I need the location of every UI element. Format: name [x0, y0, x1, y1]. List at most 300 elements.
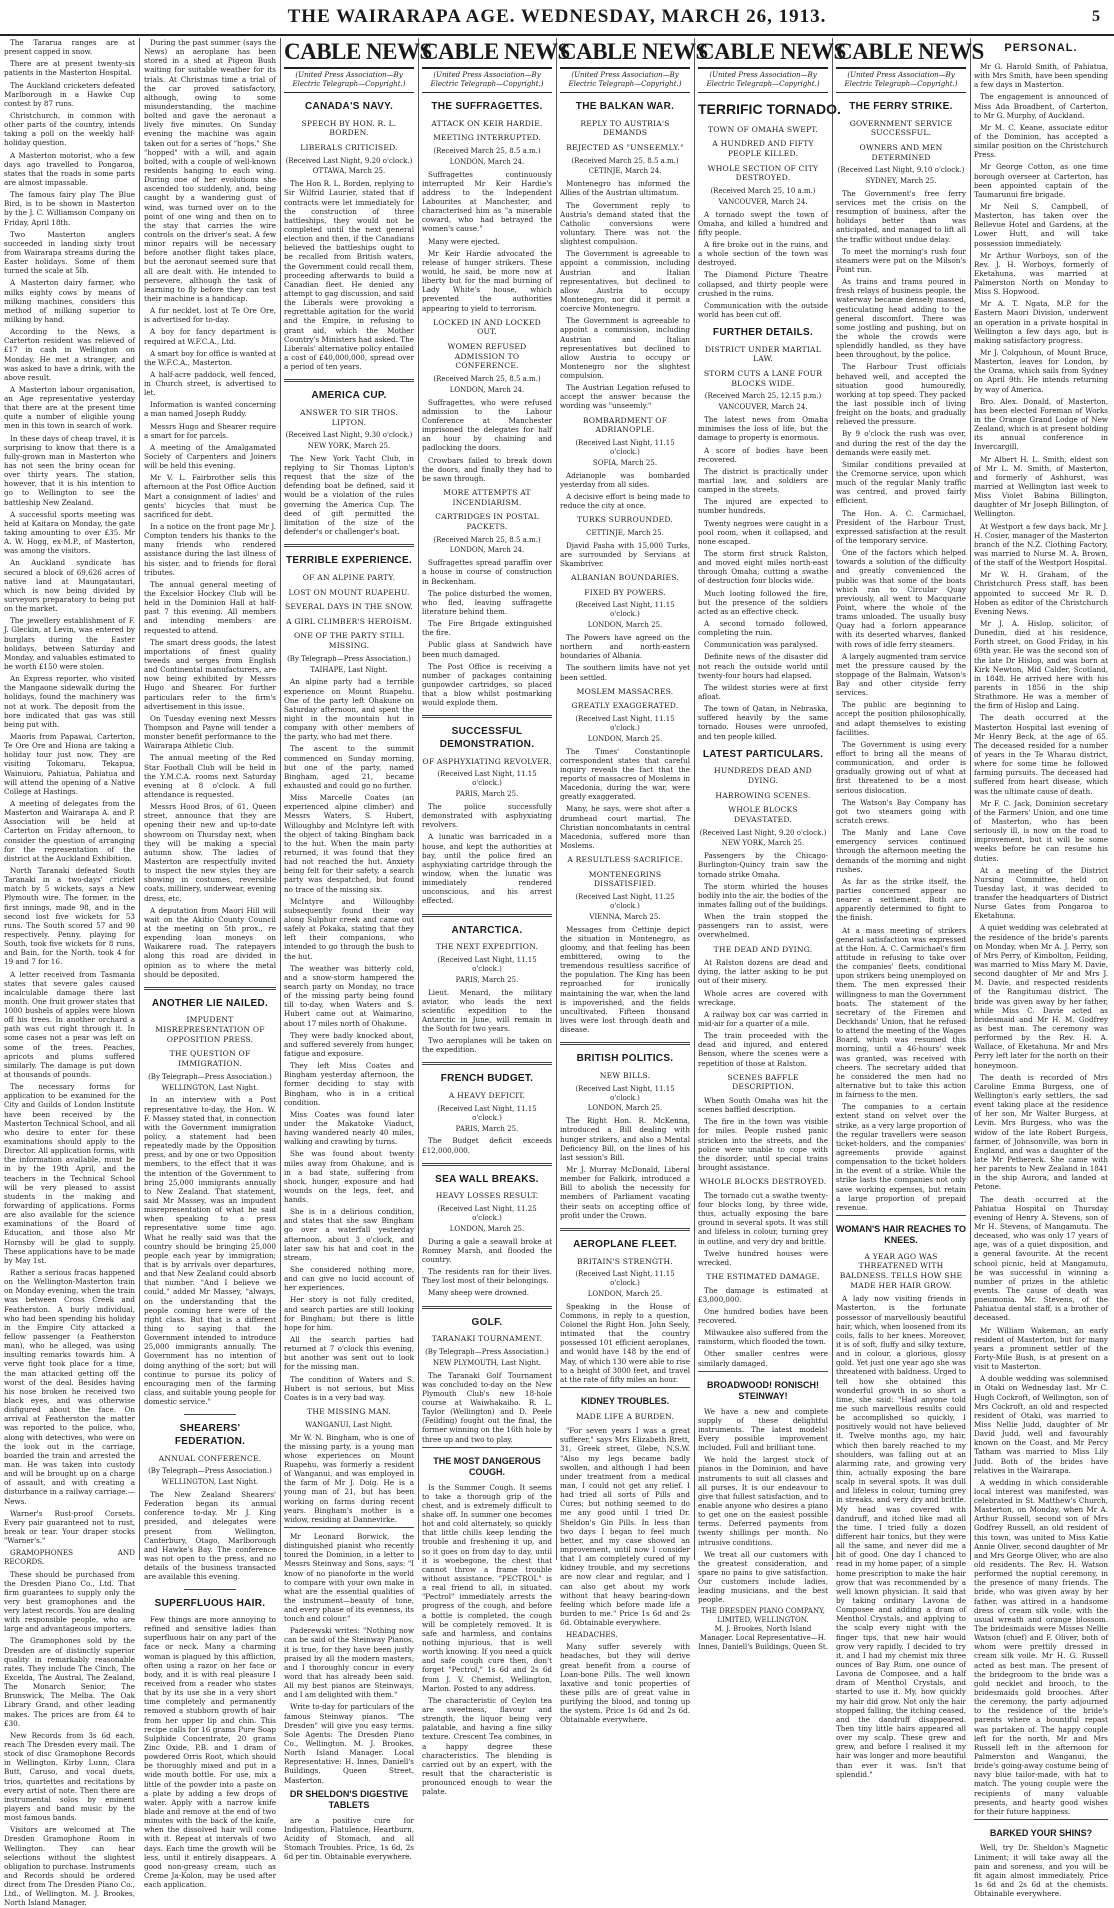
article-body [422, 398, 552, 483]
divider [560, 1042, 690, 1045]
local-notes-list [144, 38, 276, 979]
dateline: NEW YORK, March 25. [307, 442, 391, 451]
article-body [422, 988, 552, 1055]
subhead: WHOLE BLOCKS DESTROYED. [699, 1177, 827, 1187]
paragraph: A deputation from Maori Hill will wait on the Akitio County Council at the meeting on 5th prox., re expending loan moneys on Waikarere road. The ratepayers along this road are divided in opinion as to where the metal should be deposited. [144, 905, 276, 979]
paragraph: The Hon R. L. Borden, replying to Sir Wilfrid Laurier, stated that if contracts were let immediately for the construction of three battleships, they would not be completed until the next general election and then, if the Canadians believed the battleships ought to be recalled from British waters, the Government could recall them, proceeding afterwards to build a Canadian fleet. He denied any attempt to gag discussion, and said the Liberals were provoking a regrettable agitation for the world and the Empire, in refusing to grant aid, which the Mother Country's Ministers had asked. The Liberals' alternative policy entailed a cost of £40,000,000, spread over a period of ten years. [284, 179, 414, 372]
column-5 [560, 38, 708, 1725]
paragraph: One of the factors which helped towards a solution of the difficulty and greatly convenienced the public was that some of the boats which ran to Circular Quay previously, all went to Macquarie Point, where the whole of the trams unloaded. The usually busy Quay had a forlorn appearance with its deserted wharves, flanked with rows of idle ferry steamers. [836, 548, 966, 649]
advert-heading: THE MOST DANGEROUS COUGH. [433, 1455, 541, 1478]
paragraph: The fire in the town was visible for miles. People rushed panic stricken into the streets, and the police were unable to cope with the disorder, until special trains brought assistance. [698, 1117, 828, 1173]
paragraph: They were badly knocked about, and suffered severely from hunger, fatigue and exposure. [284, 1030, 414, 1058]
received-time: (Received March 25, 8.5 a.m.) [433, 374, 541, 383]
article-body [560, 179, 690, 410]
headline-antarctica: ANTARCTICA. [451, 924, 523, 936]
paragraph: Mr Arthur Worboys, son of the Rev. J. H. Worboys, formerly of Eketahuna, was married at Palmerston North on Monday to Miss S. Hopwood. [974, 250, 1108, 297]
divider [560, 1228, 690, 1231]
advert-subhead: MADE LIFE A BURDEN. [575, 1412, 675, 1422]
paragraph: In these days of cheap travel, it is surprising to know that there is a fully-grown man in Masterton who has not seen the briny ocean for over thirty years. The station, however, that it is his intention to go to Wellington to see the battleship New Zealand. [4, 433, 135, 507]
dateline: NEW PLYMOUTH, Last Night. [432, 1358, 542, 1367]
paragraph: A decisive effort is being made to reduce the city at once. [560, 491, 690, 510]
subhead: HARROWING SCENES. [715, 790, 811, 800]
column-rule [418, 38, 419, 1560]
divider [284, 379, 414, 382]
paragraph: The damage is estimated at £3,000,000. [698, 1285, 828, 1304]
subhead: ANNUAL CONFERENCE. [158, 1453, 262, 1463]
paragraph: The death occurred at the Pahiatua Hospital on Thursday evening of Henry A. Stevens, son of Mr H. Stevens, of Mangamutu. The deceased, who was only 17 years of age, was of a quiet disposition, and a general favourite. At the recent school picnic, held at Mangamutu, he was successful in winning a number of prizes in the athletic events. The cause of death was pneumonia. Mr. Stevens, of the Pahiatua dental staff, is a brother of deceased. [974, 1194, 1108, 1323]
column-8 [974, 38, 1108, 1899]
paragraph: The New York Yacht Club, in replying to Sir Thomas Lipton's request that the size of the defending boat be defined, said it would be a violation of the rules governing the America Cup. The deed of gift permitted the limitation of the size of the defender's or challenger's boat. [284, 453, 414, 537]
subhead: MOSLEM MASSACRES. [576, 686, 674, 696]
dateline: NEW YORK, March 25. [721, 839, 805, 848]
paragraph: The annual general meeting of the Excelsior Hockey Club will be held in the Dominion Hall at half-past 7 this evening. All members and intending members are requested to attend. [144, 579, 276, 635]
paragraph: Many sheep were drowned. [428, 1288, 529, 1298]
paragraph: On Tuesday evening next Messrs Thompson and Payne will tender a monster benefit performance to the Wairarapa Athletic Club. [144, 713, 276, 751]
divider [184, 1414, 237, 1415]
subhead: BRITAIN'S STRENGTH. [577, 1256, 673, 1266]
paragraph: The Times' Constantinople correspondent states that careful inquiry reveals the fact that the reports of massacres of Moslems in Macedonia, during the war, were greatly exaggerated. [560, 746, 690, 802]
piano-advert [698, 1371, 828, 1652]
paragraph: The police successfully demonstrated with asphyxiating revolvers. [422, 802, 552, 830]
subhead: LOST ON MOUNT RUAPEHU. [288, 587, 410, 597]
subhead: HUNDREDS DEAD AND DYING. [714, 766, 812, 785]
paragraph: One hundred bodies have been recovered. [698, 1306, 828, 1325]
paragraph: Messrs Hugo and Shearer require a smart for for parcels. [144, 421, 276, 440]
cable-news-credit: (United Press Association—By Electric Telegraph—Copyright.) [836, 71, 966, 93]
paragraph: The residents ran for their lives. They lost most of their belongings. [422, 1267, 552, 1286]
paragraph: She considered nothing more, and can give no lucid account of her experiences. [284, 1265, 414, 1293]
subhead: NEW BILLS. [599, 1071, 651, 1081]
dateline: PARIS, March 25. [455, 1124, 519, 1133]
subhead: MEETING INTERRUPTED. [432, 133, 542, 143]
cough-advert [422, 1447, 552, 1797]
paragraph: Mr G. Harold Smith, of Pahiatua, with Mrs Smith, have been spending a few days in Masterton. [974, 61, 1108, 90]
subhead: IMPUDENT MISREPRESENTATION OF OPPOSITION PRESS. [155, 1015, 265, 1044]
article-body [284, 454, 414, 536]
paragraph: Write to-day for particulars of the famous Steinway pianos. "The Dresden" will give you easy terms. Sole Agents: The Dresden Piano Co., Wellington. M. J. Brookes, North Island Manager. Local Representative: H. Innes, Daniell's Buildings, Queen Street, Masterton. [284, 1702, 414, 1785]
dateline: LONDON, March 25. [587, 621, 663, 630]
dateline: LONDON, March 25. [587, 734, 663, 743]
paragraph: A fire broke out in the ruins, and a whole section of the town was destroyed. [698, 240, 828, 268]
cable-news-heading: CABLE NEWS [422, 38, 552, 69]
received-time: (Received March 25, 8.5 a.m.) [433, 146, 541, 155]
received-time: (Received Last Night, 9.20 o'clock.) [699, 828, 827, 837]
article-body [560, 1302, 690, 1384]
paragraph: A double wedding was solemnised in Otaki on Wednesday last. Mr C. Hugh Cockroft, of Wellington, son of Mrs Cockroft, an old and respected resident of Otaki, was married to Miss Nellie Judd, daughter of Mr David Judd, well and favourably known on the Coast, and Mr Percy Tatham was married to Miss Lily Judd. Both of the brides have relatives in the Wairarapa. [974, 1374, 1108, 1475]
paragraph: We have a new and complete supply of these delightful instruments. The latest models! Every possible improvement included. Full and brilliant tone. [698, 1406, 828, 1453]
paragraph: Suffragettes continuously interrupted Mr Keir Hardie's address to the Independent Labourites at Manchester, and characterised him as "a miserable coward, who had betrayed the women's cause." [422, 169, 552, 234]
paragraph: The condition of Waters and S. Hubert is not serious, but Miss Coates is in a very bad way. [284, 1374, 414, 1402]
paragraph: Miss Coates was found later under the Makatoke Viaduct, having wandered nearly 40 miles, walking and crawling by turns. [284, 1109, 414, 1147]
subhead: THE DEAD AND DYING. [713, 944, 813, 954]
paragraph: A tornado swept the town of Omaha, and killed a hundred and fifty people. [698, 209, 828, 237]
paragraph: Djavid Pasha with 15,000 Turks, are surrounded by Servians at Skambriver. [560, 540, 690, 568]
paragraph: The engagement is announced of Miss Ada Broadbent, of Carterton, to Mr G. Murphy, of Auckland. [974, 92, 1108, 120]
paragraph: Paderewski writes: "Nothing now can be said of the Steinway Pianos, it is true, for they have been justly praised by all the modern masters, and I thoroughly concur in every word that has already been said. All my best pianos are Steinways, and I am delighted with them." [284, 1626, 414, 1700]
column-rule [832, 38, 833, 1560]
dateline: VANCOUVER, March 24. [718, 403, 808, 412]
paragraph: A Masterton motorist, who a few days ago travelled to Pongaroa, states that the roads in some parts are almost impassable. [4, 150, 135, 187]
cable-news-heading: CABLE NEWS [284, 38, 414, 69]
subhead: SCENES BAFFLE DESCRIPTION. [727, 1072, 799, 1092]
paragraph: Mr J. A. Hislop, solicitor, of Dunedin, died at his residence, Forth street, on Good Friday, in his 69th year. He was the second son of the late Dr Hislop, and was born at Kirk Newton, Mid Calder, Scotland, in 1848. He arrived here with his parents in 1856 in the ship Strathmore. He was a member of the firm of Hislop and Laing. [974, 618, 1108, 711]
paragraph: During a gale a seawall broke at Romney Marsh, and flooded the country. [422, 1236, 552, 1264]
article-body [284, 677, 414, 1402]
article-body [144, 1095, 276, 1406]
subhead: REPLY TO AUSTRIA'S DEMANDS [580, 118, 670, 138]
dateline: LONDON, March 24. [449, 157, 525, 166]
paragraph: Crowbars failed to break down the doors, and finally they had to be sawn through. [422, 455, 552, 483]
paragraph: Public glass at Sandwich have been much damaged. [422, 640, 552, 659]
paragraph: Other smaller centres were similarly damaged. [698, 1349, 828, 1368]
paragraph: Rather a serious fracas happened on the Wellington-Masterton train on Monday evening, when the train was between Cross Creek and Featherston. A burly individual, who had been spending his holiday in the Empire City attacked a fellow passenger (a Featherston man), who he alleged, was using insulting remarks towards him. A verve fight took place for a time, the man attacked getting off the worst of the deal. Besides having his nose broken he received two black eyes, and was otherwise disfigured about the face. On arrival at Featherston the matter was reported to the police, who, along with detectives, who were on the look out in the carriage, boarded the train and arrested the man. He was taken into custody and will be brought up on a charge of assault, and with creating a disturbance in a railway carriage.—News. [4, 1268, 135, 1506]
paragraph: The Government is using every effort to bring all the means of communication, and order is gradually growing out of what at first threatened to be a most serious dislocation. [836, 739, 966, 795]
paragraph: The death is recorded of Mrs Caroline Emma Burgess, one of Wellington's early settlers, the sad event taking place at the residence of her son, Mr Walter Burgess, at Levin. Mrs Burgess, who was the widow of the late Robert Burgess, farmer, of Johnsonville, was born in England, and was a daughter of the late Mr Pethereck. She came with her parents to New Zealand in 1841 in the ship Aurora, and landed at Petone. [974, 1072, 1108, 1192]
paragraph: The smart dress goods, the latest importations of finest quality tweeds and serges from English and Continental manufacturers, are now being exhibited by Messrs Hugo and Shearer. For further particulars refer to the firm's advertisement in this issue. [144, 637, 276, 711]
received-time: (Received March 25, 12.15 p.m.) [704, 392, 822, 401]
page-number: 5 [1092, 8, 1100, 25]
article-body [698, 958, 828, 1068]
paragraph: The death occurred at the Masterton Hospital last evening of Mr Henry Beck, at the age of 65. The deceased resided for a number of years in the Te Wharau district, where for some time he followed farming pursuits. The deceased had suffered from heart disease, which was the ultimate cause of death. [974, 713, 1108, 796]
paragraph: The Budget deficit exceeds £12,000,000. [422, 1136, 552, 1155]
paragraph: Mr V. L. Fairbrother sells this afternoon at the Post Office Auction Mart a consignment of ladies' and gents' bicycles that must be sacrificed for debt. [144, 473, 276, 519]
advert-signature: THE DRESDEN PIANO COMPANY, LIMITED, WELLINGTON. [700, 1607, 826, 1625]
paragraph: Maoris from Papawai, Carterton, Te Ore Ore and Hiona are taking a holiday tour just now. They are visiting Tokomaru, Tekapua, Wainuioru, Pahiatua, Pahiatua and will attend the opening of a Native College at Hastings. [4, 731, 135, 796]
headline-aeroplane-fleet: AEROPLANE FLEET. [573, 1238, 677, 1250]
column-rule [556, 38, 557, 1560]
paragraph: During the past summer (says the News) an aeroplane has been stored in a shed at Pigeon Bush waiting for suitable weather for its trials. At Christmas time a trial of the car proved satisfactory, although, owing to some misunderstanding, the machine bolted and gave the aeronaut a lively five minutes. On Sunday evening the machine was again taken out for a series of "hops." She "hopped" with a will, and again bolted, with a couple of well-known residents hanging to each wing. During one of her evolutions she ascended too suddenly, and, being caught by a wandering gust of wind, was turned over on to the point of one wing and then on to the stay that carries the wire controls on the driver's seat. A few minor repairs will be necessary before another flight takes place, but the aeronaut seemed sure that all are dealt with. He intended to persevere, although the task of learning to fly before they can test their machine is a handicap. [144, 38, 276, 303]
paragraph: We hold the largest stock of pianos in the Dominion, and have instruments to suit all classes and all purses. It is our endeavour to give that fullest satisfaction, and to enable anyone who desires a piano to get one on the easiest possible terms. Deferred payments from twenty shillings per month. No intrusive conditions. [698, 1455, 828, 1547]
subhead: TOWN OF OMAHA SWEPT. [707, 124, 819, 134]
received-time: (Received Last Night, 11.15 o'clock.) [575, 1270, 675, 1288]
paragraph: The Powers have agreed on the northern and north-eastern boundaries of Albania. [560, 632, 690, 661]
personal-notes-list [974, 62, 1108, 1816]
article-body [422, 558, 552, 707]
cable-news-credit: (United Press Association—By Electric Telegraph—Copyright.) [284, 71, 414, 93]
paragraph: Mr Keir Hardie advocated the release of hunger strikers. These would, he said, be more now at liberty but for the mad burning of Lady White's house, which prevented the authorities appearing to yield to terrorism. [422, 248, 552, 313]
subhead: BOMBARDMENT OF ADRIANOPLE. [582, 415, 668, 435]
paragraph: are a positive cure for Indigestion, Flatulence, Heartburn, Acidity of Stomach, and all Stomach Troubles. Price, 1s 6d, 2s 6d per tin. Obtainable everywhere. [284, 1815, 414, 1862]
paragraph: A second tornado followed, completing the ruin. [698, 618, 828, 638]
dateline: OTTAWA, March 25. [312, 167, 386, 176]
received-time: (Received March 25, 8.5 a.m.) [433, 535, 541, 544]
paragraph: The latest news from Omaha minimises the loss of life, but the damage to property is enormous. [698, 415, 828, 443]
paragraph: Whole acres are covered with wreckage. [698, 988, 828, 1007]
paragraph: The jewellery establishment of F. J. Gleckin, at Levin, was entered by burglars during the Easter holidays, between Saturday and Monday, and valuables estimated to be worth £150 were stolen. [4, 616, 135, 671]
dateline: TAIHAPE, Last Night. [310, 665, 388, 674]
subhead: WOMEN REFUSED ADMISSION TO CONFERENCE. [447, 342, 527, 371]
paragraph: To meet the morning's rush four steamers were put on the Milson's Point run. [836, 246, 966, 275]
article-body [422, 170, 552, 313]
paragraph: Twenty negroes were caught in a pool room, when it collapsed, and none escaped. [698, 518, 828, 546]
subhead: GREATLY EXAGGERATED. [571, 701, 679, 711]
article-body [422, 802, 552, 906]
subhead: ANSWER TO SIR THOS. LIPTON. [300, 407, 398, 427]
paragraph: The train proceeded with the dead and injured, and entered Benson, where the scenes were a repetition of those at Ralston. [698, 1031, 828, 1068]
paragraph: A Masterton labour organisation, an Age representative yesterday that there are at the present time quite a number of eligible young men in this town in search of work. [4, 384, 135, 431]
subhead: THE QUESTION OF IMMIGRATION. [169, 1049, 251, 1069]
paragraph: Messrs Hood Bros, of 61, Queen street, announce that they are opening their new and up-to-date showroom on Thursday next, when they will be making a special autumn show. The ladies of Masterton are respectfully invited to inspect the new styles they are showing in costumes, reversible coats, millinery, underwear, evening dress, etc. [144, 802, 276, 903]
paragraph: The police disturbed the women, who fled, leaving suffragette literature behind them. [422, 588, 552, 616]
paragraph: Suffragettes spread paraffin over a house in course of construction in Beckenham. [422, 558, 552, 586]
column-2 [144, 38, 276, 1890]
subhead: WHOLE SECTION OF CITY DESTROYED. [707, 163, 819, 183]
paragraph: Mr George Cotton, as one time borough overseer at Carterton, has been appointed captain of the Taumarunui fire brigade. [974, 162, 1108, 199]
subhead: THE ESTIMATED DAMAGE. [706, 1271, 820, 1281]
subhead: OF AN ALPINE PARTY. [302, 572, 396, 582]
column-rule [139, 38, 140, 1560]
paragraph: The Government reply to Austria's demand stated that the Catholic conversions were voluntary. There was not the slightest compulsion. [560, 200, 690, 247]
paragraph: We treat all our customers with the greatest consideration, and spare no pains to give satisfaction. Our customers include ladies, leading musicians, and the best people. [698, 1549, 828, 1605]
paragraph: A letter received from Tasmania states that severe gales caused incalculable damage there last month. One fruit grower states that 1000 bushels of apples were blown off his trees. In another orchard a path was cut right through it. In some cases not a pear was left on some of the trees. Peaches, apricots and plums suffered similarly. The damage is put down at thousands of pounds. [4, 969, 135, 1080]
paragraph: Two Masterton anglers succeeded in landing sixty trout from Wairarapa streams during the Easter holidays. Some of them turned the scale at 5lb. [4, 229, 135, 276]
subhead: THE NEXT EXPEDITION. [435, 942, 539, 952]
paragraph: The characteristic of Ceylon tea are sweetness, flavour and strength, the liquor being very palatable, and having a fine silky texture. Crescent Tea combines, in a happy degree these characteristics. The blending is carried out by an expert, with the result that the characteristic is pronounced enough to wear the palate. [422, 1695, 552, 1797]
paragraph: As trains and trams poured in fresh relays of business people, the waterway became densely massed, gesticulating head adding to the general discomfort. There was some jostling and pushing, but on the whole the crowds were splendidly handled, as they have been throughout, by the police. [836, 277, 966, 360]
divider [284, 544, 414, 547]
article-body [560, 633, 690, 682]
paragraph: Christchurch, in common with other parts of the country, intends taking a poll on the weekly half-holiday question. [4, 110, 135, 148]
subhead: REJECTED AS "UNSEEMLY." [566, 142, 684, 152]
received-time: (Received Last Night, 9.10 o'clock.) [837, 166, 965, 175]
dateline: CETTINJE, March 25. [586, 528, 664, 537]
subhead: MORE ATTEMPTS AT INCENDIARISM. [443, 487, 531, 507]
paragraph: The Government's free ferry services met the crisis on the resumption of business, after the holidays better than was anticipated, and managed to lift all the traffic without undue delay. [836, 188, 966, 244]
subhead: CARTRIDGES IN POSTAL PACKETS. [435, 512, 539, 531]
paragraph: Adrianople was bombarded yesterday from all sides. [560, 470, 690, 489]
paragraph: A smart boy for office is wanted at the W.F.C.A., Masterton. [144, 348, 276, 367]
paragraph: The companies to a certain extent stand on velvet over the strike, as a very large proportion of the regular travellers were season ticket-holders, and the companies' agreements provide against compensation to the ticket holders in the event of a strike. While the strike lasts the companies not only save working expenses, but retain a large proportion of prepaid revenue. [836, 1102, 966, 1212]
advert-subhead: A YEAR AGO WAS THREATENED WITH BALDNESS. TELLS HOW SHE MADE HER HAIR GROW. [839, 1251, 963, 1290]
paragraph: A half-acre paddock, well fenced, in Church street, is advertised to let. [144, 369, 276, 398]
subhead: A HEAVY DEFICIT. [448, 1091, 526, 1101]
paragraph: A quiet wedding was celebrated at the residence of the bride's parents on Monday, when Mr A. J. Perry, son of Mrs Perry, of Kimbolton, Feilding, was married to Miss Mary M. Davie, second daughter of Mr and Mrs J. M. Davie, and respected residents of the Rangitumau district. The bride was given away by her father, while Miss C. Davie acted as bridesmaid and Mr H. M. Godfrey as best man. The ceremony was performed by the Rev. H. A. Wallace, of Eketahuna. Mr and Mrs Perry left later for the north on their honeymoon. [974, 923, 1108, 1070]
divider [422, 1306, 552, 1309]
paragraph: At a meeting of the District Nursing Committee, held on Tuesday last, it was decided to transfer the headquarters of District Nurse Gates from Pongaroa to Eketahuna. [974, 865, 1108, 921]
subhead: A HUNDRED AND FIFTY PEOPLE KILLED. [712, 139, 814, 158]
paragraph: These should be purchased from the Dresden Piano Co., Ltd. That firm guarantees to supply only the very best gramophones and the very latest records. You are dealing with responsible people, who are large and advantageous importers. [4, 1569, 135, 1634]
cable-news-heading: CABLE NEWS [836, 38, 966, 69]
headline-suffragettes: THE SUFFRAGETTES. [431, 100, 543, 112]
tablets-advert-heading: DR SHELDON'S DIGESTIVE TABLETS [289, 1788, 409, 1811]
divider [422, 914, 552, 917]
received-time: (Received Last Night, 9.30 o'clock.) [285, 431, 413, 440]
paragraph: The Auckland cricketers defeated Marlborough in a Hawke Cup contest by 87 runs. [4, 80, 135, 108]
cable-news-credit: (United Press Association—By Electric Telegraph—Copyright.) [698, 71, 828, 93]
cable-news-credit: (United Press Association—By Electric Telegraph—Copyright.) [422, 71, 552, 93]
received-time: (Received Last Night, 11.25 o'clock.) [437, 1205, 537, 1222]
paragraph: The town of Qatan, in Nebraska, suffered heavily by the same tornado. Houses were unroofed, and ten people killed. [698, 704, 828, 741]
paragraph: The public are beginning to accept the position philosophically, and adapt themselves to existing facilities. [836, 700, 966, 737]
paragraph: Her story is not fully credited, and search parties are still looking for Bingham; but there is little hope for him. [284, 1295, 414, 1332]
column-1 [4, 38, 135, 1908]
dateline: LONDON, March 24. [449, 385, 525, 394]
paragraph: Messages from Cettinje depict the situation in Montenegro, as gloomy, and that feeling has been embittered, owing to the tremendous resultless sacrifice of the population. The King has been reproached for ironically maintaining the war, when the land is impoverished, and the fields uncultivated. Fifteen thousand lives were lost through death and disease. [560, 924, 690, 1035]
subhead: MONTENEGRINS DISSATISFIED. [588, 869, 662, 889]
divider [422, 1062, 552, 1065]
subhead: TARANAKI TOURNAMENT. [431, 1334, 543, 1344]
received-time: (Received March 25, 10 a.m.) [710, 186, 816, 195]
subhead: WHOLE BLOCKS DEVASTATED. [728, 805, 798, 824]
received-time: (Received Last Night, 11.15 o'clock.) [437, 1104, 537, 1122]
headline-british-politics: BRITISH POLITICS. [576, 1053, 674, 1065]
received-time: (Received Last Night, 9.20 o'clock.) [285, 156, 413, 165]
dateline: LONDON, March 25. [449, 1224, 525, 1233]
paragraph: New Records from 3s 6d each, reach The Dresden every mail. The stock of disc Gramophone Records in Wellington. Kirby Lunn, Clara Butt, Caruso, and vocal duets, trios, quartettes and recitations by every artist of note. Then there are instrumental solos by eminent players and band music by the most famous bands. [4, 1730, 135, 1823]
dateline: VANCOUVER, March 24. [718, 197, 808, 206]
paragraph: An Auckland syndicate has secured a block of 69,626 acres of native land at Maungatautari, which is now being divided by surveyors preparatory to being put on the market. [4, 558, 135, 614]
paragraph: The Post Office is receiving a number of packages containing gunpowder cartridges, so placed that a blow whilst postmarking would explode them. [422, 661, 552, 708]
advert-body [422, 1483, 552, 1797]
paragraph: The famous fairy play The Blue Bird, is to be shown in Masterton by the J. C. Williamson Company on Friday, April 18th. [4, 190, 135, 227]
paragraph: GRAMOPHONES AND RECORDS. [4, 1548, 135, 1567]
paragraph: Information is wanted concerning a man named Joseph Ruddy. [144, 400, 276, 419]
subhead: SPEECH BY HON. R. L. BORDEN. [301, 118, 397, 138]
subhead: A GIRL CLIMBER'S HEROISM. [286, 616, 412, 626]
paragraph: Mr F. C. Jack, Dominion secretary of the Farmers' Union, and one time of Masterton, who has been seriously ill, is now on the road to improvement, but it will be some weeks before he can resume his duties. [974, 798, 1108, 863]
advert-signature: M. J. Brookes, North Island Manager. Local Representative—H. Innes, Daniell's Buildings, Queen St. [698, 1625, 828, 1651]
headline-superfluous-hair: SUPERFLUOUS HAIR. [154, 1598, 266, 1610]
kidney-advert [560, 1387, 690, 1725]
byline: (By Telegraph—Press Association.) [425, 1347, 549, 1356]
paragraph: The wildest stories were at first afloat. [698, 682, 828, 701]
column-6 [698, 38, 846, 1651]
paragraph: The Right Hon. R. McKenna, introduced a Bill dealing with hunger strikers, and also a Mental Deficiency Bill, on the lines of his last session's Bill. [560, 1116, 690, 1162]
article-body [422, 1371, 552, 1444]
paragraph: A meeting of delegates from the Masterton and Wairarapa A. and P. Association will be held at Carterton on Friday afternoon, to consider the question of arranging for the representation of the district at the Auckland Exhibition. [4, 798, 135, 863]
paragraph: The Gramophones sold by the Dresden are of distinctly superior quality in remarkably reasonable rates. They include The Cinch, The Excelda, The Austral, The Zealand, The Monarch Senior, The Brunswick, The Melba. The Oak Library Grand, and other leading makes. The prices are from £4 to £30. [4, 1636, 135, 1728]
paragraph: A railway box car was carried in mid-air for a quarter of a mile. [698, 1009, 828, 1029]
dateline: PARIS, March 25. [455, 975, 519, 984]
headline-lie-nailed: ANOTHER LIE NAILED. [151, 997, 269, 1009]
paragraph: Montenegro has informed the Allies of the Austrian ultimatum. [560, 179, 690, 198]
cable-news-heading: CABLE NEWS [560, 38, 690, 69]
paragraph: An Express reporter, who visited the Mangaone sidewalk during the holidays, found the machinery was not at work. The deposit from the bore indicated that gas was still being put with. [4, 674, 135, 729]
paragraph: A lady now visiting friends in Masterton, is the fortunate possessor of marvellously beautiful hair, which, when loosened from its coils, falls to her knees. Moreover, it is of soft, fluffy and silky texture, and in colour, a glorious, glossy gold. Yet just one year ago she was threatened with baldness. Urged to tell how she obtained this wonderful growth in so short a time, she said: "Had anyone told me such marvellous results could be accomplished so quickly, I positively would not have believed it. Twelve months ago, my hair, which then barely reached to my shoulders, was falling out at an alarming rate, and growing very thin, actually exposing the bare scalp in several spots. It was dull and lifeless in colour, turning grey in streaks, and very dry and brittle. My head was covered with dandruff, and itched like mad all the time. I tried fully a dozen different hair tonics, but they were all the same, and never did me a bit of good. One day I chanced to read in my home paper, of a simple home prescription to make the hair grow that was recommended by a well known physician. It said that by taking ordinary Lavona de Composee and adding a dram of Menthol Crystals, and applying to the scalp every night with the finger tips, that new hair would grow very rapidly. I decided to try it, and I had my chemist mix three ounces of Bay Rum, one ounce of Lavona de Composee, and a half dram of Menthol Crystals, and started to use it. My, how quickly my hair did grow. Not only the hair stopped falling, the itching ceased, and the dandruff disappeared. Then tiny little hairs appeared all over my scalp. These grew and grew, and before I realised it my hair was longer and more beautiful than ever it was. Isn't that splendid." [836, 1294, 966, 1779]
headline-sea-wall: SEA WALL BREAKS. [435, 1173, 539, 1185]
received-time: (Received Last Night, 11.15 o'clock.) [575, 1084, 675, 1102]
paragraph: At a mass meeting of strikers general satisfaction was expressed at the Hon. A. C. Carmichael's firm attitude in refusing to take over the companies' fleets, conditional upon strikers being unemployed on them. The men expressed their willingness to man the Government boats. The statement of the secretary of the Firemen and Deckhands' Union, that he refused to attend the meeting of the Wages Board, which was resumed this morning, until a 46-hours' week was granted, was received with cheers. The secretary added that he considered the men had no alternative but to take this action in fairness to the men. [836, 925, 966, 1100]
paragraph: Definite news of the disaster did not reach the outside world until twenty-four hours had elapsed. [698, 652, 828, 680]
paragraph: Communication was paralysed. [704, 640, 818, 650]
paragraph: The Fire Brigade extinguished the fire. [422, 619, 552, 638]
paragraph: Mr Leonard Borwick, the distinguished pianist who recently toured the Dominion, in a letter to Messrs Steinway and Sons, says: "I know of no pianoforte in the world to compare with your own make in what are the essential qualities of the instrument—beauty of tone, and every phase of its evenness, its touch and colour." [284, 1531, 414, 1624]
byline: (By Telegraph—Press Association.) [287, 654, 411, 663]
paragraph: The storm whirled the houses bodily into the air, the bodies of the inmates falling out of the buildings. [698, 881, 828, 909]
divider [144, 987, 276, 990]
advert-heading: KIDNEY TROUBLES. [580, 1396, 670, 1407]
received-time: (Received Last Night, 11.15 o'clock.) [575, 601, 675, 619]
paragraph: The Harbour Trust officials behaved well, and accepted the situation good humouredly, working at top speed. They packed the last possible inch of living freight on the boats, and gradually relieved the pressure. [836, 362, 966, 427]
column-rule [970, 38, 971, 1560]
article-body [284, 179, 414, 371]
paragraph: Similar conditions prevailed at the Cremorne service, upon which much of the regular Manly traffic was centred, and proved fairly efficient. [836, 459, 966, 506]
dateline: PARIS, March 25. [455, 790, 519, 799]
local-news-list [4, 38, 135, 1908]
headline-golf: GOLF. [471, 1316, 503, 1328]
divider [422, 715, 552, 718]
article-body [422, 1237, 552, 1298]
paragraph: The Tararua ranges are at present capped in snow. [4, 38, 135, 57]
paragraph: A largely augmented tram service met the pressure caused by the stoppage of the Balmain, Watson's Bay and other cityside ferry services. [836, 651, 966, 698]
paragraph: A Masterton dairy farmer, who milks eighty cows by means of milking machines, considers this method of milking superior to milking by hand. [4, 278, 135, 324]
paragraph: The Diamond Picture Theatre collapsed, and thirty people were crushed in the ruins. [698, 270, 828, 298]
paragraph: When the train stopped the passengers ran to assist, were overwhelmed. [698, 912, 828, 940]
subhead: ATTACK ON KEIR HARDIE. [431, 118, 543, 128]
subhead: GOVERNMENT SERVICE SUCCESSFUL. [849, 118, 953, 138]
advert-body [698, 1407, 828, 1605]
divider [184, 1589, 237, 1590]
article-body [284, 1433, 414, 1524]
subhead: ALBANIAN BOUNDARIES. [571, 573, 679, 583]
article-body [560, 747, 690, 851]
received-time: (Received Last Night, 11.15 o'clock.) [437, 770, 537, 788]
article-body [422, 1136, 552, 1154]
subhead: A RESULTLESS SACRIFICE. [567, 855, 683, 865]
dateline: VIENNA, March 25. [589, 912, 661, 921]
article-body [698, 851, 828, 939]
headline-french-budget: FRENCH BUDGET. [440, 1073, 534, 1085]
headline-personal: PERSONAL. [1004, 42, 1078, 54]
subhead: OF ASPHYXIATING REVOLVER. [422, 756, 552, 766]
paragraph: When South Omaha was hit the scenes baffled description. [698, 1096, 828, 1115]
paragraph: The Watson's Bay Company has got two steamers going with scratch crews. [836, 797, 966, 826]
dateline: WELLINGTON, Last Night. [161, 1083, 259, 1092]
advert-heading: BROADWOOD! RONISCH! STEINWAY! [707, 1379, 819, 1402]
paragraph: Is the Summer Cough. It seems to take a thorough grip of the chest, and is extremely difficult to shake off. In summer one becomes hot and cold alternately, so quickly that little chills keep lending the trouble and freshening it up, and so it goes on from day to day, until it is woebegone, the chest that cannot throw a frame trouble without assistance. "PECTROL" is a real friend to all, in situated. "Pectrol" immediately arrests the progress of the cough, and before a bottle is completed, the cough will be completely removed. It is safe and harmless, and contains nothing injurious, that is well worth knowing. If you need a quick and safe cough cure then, don't forget "Pectrol," 1s 6d and 2s 6d from J. V. Chemist, Wellington, Marton. Posted to any address. [422, 1482, 552, 1693]
article-body [144, 1615, 276, 1889]
paragraph: Communication with the outside world has been cut off. [698, 300, 828, 320]
dateline: SYDNEY, March 25. [865, 177, 937, 186]
paragraph: She was found about twenty miles away from Ohakune, and is in a bad state, suffering from shock, hunger, exposure and had wounds on the legs, feet, and hands. [284, 1149, 414, 1205]
paragraph: A successful sports meeting was held at Kaitara on Monday, the gate taking amounting to over £35. Mr A. W. Hogg, ex-M.P., of Masterton, was among the visitors. [4, 509, 135, 556]
subhead: HEAVY LOSSES RESULT. [435, 1191, 539, 1201]
paragraph: A meeting of the Amalgamated Society of Carpenters and Joiners will be held this evening. [144, 442, 276, 471]
paragraph: The Manly and Lane Cove emergency services continued through the afternoon meeting the demands of the morning and night rushes. [836, 828, 966, 874]
paragraph: HEADACHES. [566, 1630, 618, 1640]
advert-body [974, 1843, 1108, 1898]
paragraph: The Government is agreeable to appoint a commission, including Austrian and Italian representatives but declined to allow Austria to occupy or Montenegro nor the slightest compulsion. [560, 316, 690, 381]
advert-body [284, 1532, 414, 1785]
paragraph: A lunatic was barricaded in a house, and kept the authorities at bay, until the police fired an asphyxiating cartridge through the window, when the lunatic was immediately rendered unconscious, and his arrest effected. [422, 832, 552, 906]
article-body [698, 1191, 828, 1267]
paragraph: The southern limits have not yet been settled. [560, 663, 690, 682]
article-body [698, 1286, 828, 1368]
paragraph: Mr W. N. Bingham, who is one of the missing party, is a young man whose experiences on Mount Ruapehu, was formerly a resident of Wanganui, and was employed in the farm of Mr J. Doig. He is a young man of 21, but has been working on farms during recent years. Bingham's mother is a widow, residing at Dannevirke. [284, 1432, 414, 1524]
paragraph: Visitors are welcomed at The Dresden Gramophone Room in Wellington. They can hear selections without the slightest obligation to purchase. Instruments and Records should be ordered direct from The Dresden Piano Co., Ltd., of Wellington. M. J. Brookes, North Island Manager. [4, 1825, 135, 1908]
paragraph: The weather was bitterly cold, and a snow-storm hampered the search party on Monday, no trace of the missing party being found till to-day, when Waters and S. Hubert came out at Waimarino, about 17 miles north of Ohakune. [284, 963, 414, 1028]
paragraph: The annual meeting of the Red Star Football Club will be held in the Y.M.C.A. rooms next Saturday evening at 8 o'clock. A full attendance is requested. [144, 753, 276, 799]
article-body [560, 1116, 690, 1220]
divider [422, 1163, 552, 1166]
headline-demonstration: SUCCESSFUL DEMONSTRATION. [439, 726, 535, 751]
paragraph: The necessary forms for application to be examined for the City and Guilds of London Institute have been received by the Masterton Technical School, and all who desire to enter for these examinations should apply to the Director. All application forms, with the information available, must be in by the 19th April, and the teachers in the Technical School will be very pleased to assist students in the making and forwarding of applications. Forms are also available for the science examinations of the Board of Education, and those also Mr Hornsby will be glad to supply. These applications have to be made by May 1st. [4, 1082, 135, 1265]
paragraph: Few things are more annoying to refined and sensitive ladies than superfluous hair on any part of the face or neck. Many a charming woman is plagued by this affliction, often using a razor on her face or body, and it is with real pleasure I received from a reader who states that by its use she in a very short time completely and permanently removed a stubborn growth of hair from her upper lip and chin. This recipe calls for 16 grams Pure Soap Sulphide Concentrate, 20 grams Zinc Oxide, P.B. and 1 dram of powdered Orris Root, which should be thoroughly mixed and put in a wide mouth bottle. For use, mix a little of the powder into a paste on a plate by adding a few drops of water. Apply with a narrow knife blade and remove at the end of two minutes with the back of the knife, when the dissolved hair will come with it. Repeat at intervals of two days. Each time the growth will be less, until it entirely disappears. A good non-greasy cream, such as Creme Ja-Kolon, may be used after each application. [144, 1615, 276, 1890]
paragraph: Many, he says, were shot after a drumhead court martial. The Christian noncombatants in central Macedonia, suffered more than Moslems. [560, 804, 690, 850]
paragraph: Mr W. H. Graham, of the Christchurch Press staff, has been appointed to succeed Mr R. D. Hoben as editor of the Christchurch Evening News. [974, 570, 1108, 616]
paragraph: Twelve hundred houses were wrecked. [698, 1248, 828, 1267]
paragraph: In an interview with a Post representative to-day, the Hon. W. F. Massey stated that, in connection with the Government immigration policy, a statement had been repeatedly made by the Opposition press, and by one or two Opposition members, to the effect that it was the intention of the Government to bring 25,000 immigrants annually to New Zealand. That statement, said Mr Massey, was an impudent misrepresentation of what he said when speaking to a press representative some time ago. What he really said was that the country should be bringing 25,000 people each year by immigration; that is by arrivals over departures, and that New Zealand could absorb that number. "And I believe we could," added Mr Massey, "always, on the understanding that the people coming here were of the right class. But that is a different thing to saying that the Government intended to introduce 25,000 immigrants annually. The Government has no intention of doing anything of the sort; but will continue to pursue its policy of encouraging men of the farming class, and suitable young people for domestic service." [144, 1095, 276, 1407]
paragraph: There are at present twenty-six patients in the Masterton Hospital. [4, 59, 135, 78]
steinway-advert [284, 1527, 414, 1785]
headline-ferry-strike: THE FERRY STRIKE. [849, 100, 953, 112]
paragraph: All the search parties had returned at 7 o'clock this evening, but another was sent out to look for the missing man. [284, 1335, 414, 1372]
paragraph: The tornado cut a swathe twenty-four blocks long, by three wide, thus, actually exposing the bare ground in several spots. It was still and lifeless in colour, turning grey in outline, and very dry and brittle. [698, 1190, 828, 1246]
paragraph: Lieut. Menard, the military aviator, who leads the next scientific expedition to the Antarctic in June, will remain in the South for two years. [422, 987, 552, 1034]
headline-further-details: FURTHER DETAILS. [712, 327, 814, 339]
headline-terrific-tornado: TERRIFIC TORNADO. [698, 100, 841, 117]
paragraph: Mr Albert H. L. Smith, eldest son of Mr L. M. Smith, of Masterton, and formerly of Ashhurst, was married at Wellington last week to Miss Violet Babina Billington, daughter of Mr Joseph Billington, of Wellington. [974, 454, 1108, 519]
